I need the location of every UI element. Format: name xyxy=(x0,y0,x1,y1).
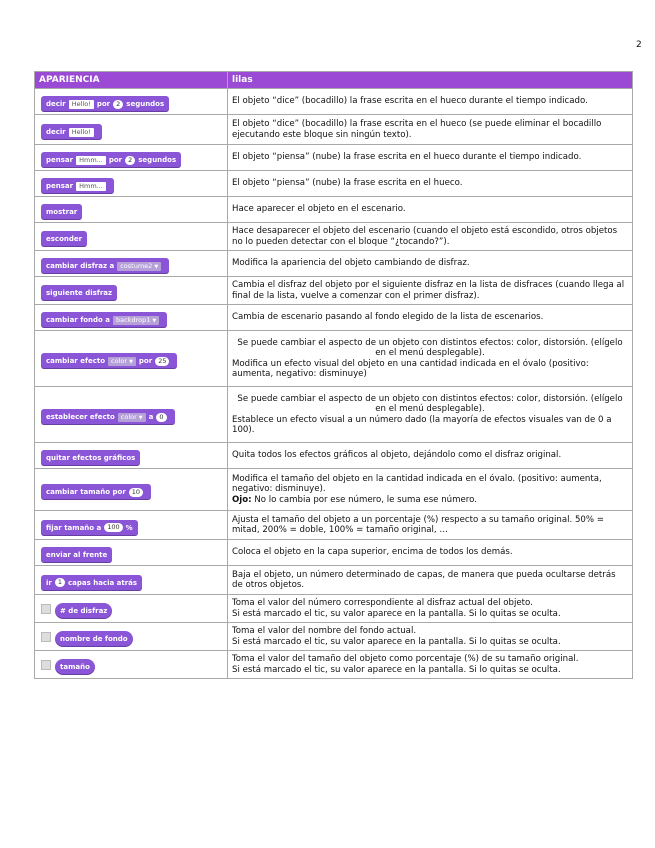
table-row xyxy=(35,623,633,651)
row-description: El objeto “dice” (bocadillo) la frase escrita en el hueco (se puede eliminar el bocadillo ejecutando este bloque sin ningún texto). xyxy=(228,115,633,145)
number-slot[interactable]: 0 xyxy=(156,413,166,422)
row-description: Modifica el tamaño del objeto en la cantidad indicada en el óvalo. (positivo: aumenta, negativo: disminuye). xyxy=(232,474,602,495)
row-description: Toma el valor del tamaño del objeto como porcentaje (%) de su tamaño original. xyxy=(232,654,579,665)
row-description: El objeto “piensa” (nube) la frase escrita en el hueco durante el tiempo indicado. xyxy=(228,145,633,171)
block-label: ir xyxy=(46,578,52,587)
dropdown-value: backdrop1 xyxy=(116,315,151,324)
dropdown-value: costume2 xyxy=(120,261,153,270)
row-description: Establece un efecto visual a un número dado (la mayoría de efectos visuales van de 0 a 100). xyxy=(232,414,612,435)
set-effect-block[interactable] xyxy=(41,409,175,425)
next-costume-block[interactable]: siguiente disfraz xyxy=(41,285,117,301)
checkbox[interactable] xyxy=(41,660,51,670)
number-slot[interactable]: 2 xyxy=(125,156,135,165)
backdrop-dropdown[interactable] xyxy=(113,316,159,325)
table-row xyxy=(35,595,633,623)
table-row xyxy=(35,540,633,566)
row-description: El objeto “dice” (bocadillo) la frase escrita en el hueco durante el tiempo indicado. xyxy=(228,89,633,115)
number-slot[interactable]: 1 xyxy=(55,578,65,587)
table-row xyxy=(35,115,633,145)
effect-dropdown[interactable] xyxy=(118,413,146,422)
table-row xyxy=(35,89,633,115)
row-description: Cambia el disfraz del objeto por el siguiente disfraz en la lista de disfraces (cuando llega al final de la lista, vuelve a comenzar con el primer disfraz). xyxy=(228,277,633,305)
table-row xyxy=(35,651,633,679)
header-col-apariencia: APARIENCIA xyxy=(35,72,228,89)
think-block[interactable] xyxy=(41,178,114,194)
text-slot[interactable]: Hello! xyxy=(69,128,94,137)
block-label: por xyxy=(108,156,123,164)
block-label: capas hacia atrás xyxy=(68,578,138,587)
text-slot[interactable]: Hmm... xyxy=(76,182,106,191)
row-description-centered: Se puede cambiar el aspecto de un objeto con distintos efectos: color, distorsión. (elígelo en el menú desplegable). xyxy=(237,337,623,359)
table-row xyxy=(35,171,633,197)
table-row xyxy=(35,277,633,305)
number-slot[interactable]: 10 xyxy=(129,488,143,497)
block-label: cambiar disfraz a xyxy=(46,262,115,270)
block-label: por xyxy=(96,100,111,108)
row-description: Cambia de escenario pasando al fondo elegido de la lista de escenarios. xyxy=(228,305,633,331)
clear-effects-block[interactable]: quitar efectos gráficos xyxy=(41,450,140,466)
row-description: El objeto “piensa” (nube) la frase escrita en el hueco. xyxy=(228,171,633,197)
block-label: decir xyxy=(46,128,66,136)
effect-dropdown[interactable] xyxy=(108,357,136,366)
ojo-text: No lo cambia por ese número, le suma ese número. xyxy=(254,494,477,505)
block-label: pensar xyxy=(46,156,74,164)
table-row xyxy=(35,331,633,387)
block-label: a xyxy=(148,413,154,421)
ojo-label: Ojo: xyxy=(232,494,252,505)
table-row xyxy=(35,145,633,171)
change-effect-block[interactable] xyxy=(41,353,177,369)
chevron-down-icon: ▼ xyxy=(138,414,143,421)
costume-dropdown[interactable] xyxy=(117,262,161,271)
row-description: Toma el valor del número correspondiente al disfraz actual del objeto. xyxy=(232,598,533,609)
number-slot[interactable]: 2 xyxy=(113,100,123,109)
costume-number-reporter[interactable]: # de disfraz xyxy=(55,603,112,619)
block-label: % xyxy=(125,523,133,532)
table-row xyxy=(35,305,633,331)
dropdown-value: color xyxy=(111,356,128,365)
block-label: segundos xyxy=(138,156,177,164)
checkbox[interactable] xyxy=(41,604,51,614)
table-row xyxy=(35,223,633,251)
chevron-down-icon: ▼ xyxy=(154,263,159,270)
say-for-secs-block[interactable] xyxy=(41,96,169,112)
table-header-row xyxy=(35,72,633,89)
row-description-2: Si está marcado el tic, su valor aparece en la pantalla. Si lo quitas se oculta. xyxy=(232,608,561,619)
hide-block[interactable]: esconder xyxy=(41,231,87,247)
go-back-layers-block[interactable] xyxy=(41,575,142,591)
row-description-2: Si está marcado el tic, su valor aparece en la pantalla. Si lo quitas se oculta. xyxy=(232,664,561,675)
block-label: cambiar fondo a xyxy=(46,316,111,324)
think-for-secs-block[interactable] xyxy=(41,152,181,168)
table-row xyxy=(35,443,633,469)
row-description-centered: Se puede cambiar el aspecto de un objeto con distintos efectos: color, distorsión. (elígelo en el menú desplegable). xyxy=(237,393,623,415)
set-size-block[interactable] xyxy=(41,520,138,536)
block-label: pensar xyxy=(46,182,74,190)
table-row xyxy=(35,387,633,443)
show-block[interactable]: mostrar xyxy=(41,204,82,220)
change-size-block[interactable] xyxy=(41,484,151,500)
row-description: Quita todos los efectos gráficos al objeto, dejándolo como el disfraz original. xyxy=(228,443,633,469)
size-reporter[interactable]: tamaño xyxy=(55,659,95,675)
say-block[interactable] xyxy=(41,124,102,140)
backdrop-name-reporter[interactable]: nombre de fondo xyxy=(55,631,133,647)
row-description: Modifica la apariencia del objeto cambiando de disfraz. xyxy=(228,251,633,277)
row-description: Modifica un efecto visual del objeto en una cantidad indicada en el óvalo (positivo: aumenta, negativo: disminuye) xyxy=(232,358,589,379)
text-slot[interactable]: Hmm... xyxy=(76,156,106,165)
page-number: 2 xyxy=(636,40,642,50)
table-row xyxy=(35,566,633,595)
go-to-front-block[interactable]: enviar al frente xyxy=(41,547,112,563)
row-description-2: Si está marcado el tic, su valor aparece en la pantalla. Si lo quitas se oculta. xyxy=(232,636,561,647)
row-description: Toma el valor del nombre del fondo actual. xyxy=(232,626,417,637)
number-slot[interactable]: 25 xyxy=(155,357,169,366)
table-row xyxy=(35,469,633,511)
table-row xyxy=(35,511,633,540)
block-label: cambiar tamaño por xyxy=(46,488,126,496)
dropdown-value: color xyxy=(120,412,137,421)
block-label: fijar tamaño a xyxy=(46,523,102,532)
row-description: Ajusta el tamaño del objeto a un porcentaje (%) respecto a su tamaño original. 50% = mitad, 200% = doble, 100% = tamaño original, … xyxy=(228,511,633,540)
switch-backdrop-block[interactable] xyxy=(41,312,167,328)
table-row xyxy=(35,251,633,277)
row-description: Hace desaparecer el objeto del escenario (cuando el objeto está escondido, otros objetos no lo pueden detectar con el bloque “¿tocando?”). xyxy=(228,223,633,251)
chevron-down-icon: ▼ xyxy=(152,317,157,324)
table-row xyxy=(35,197,633,223)
text-slot[interactable]: Hello! xyxy=(69,100,94,109)
header-col-lilas: lilas xyxy=(228,72,633,89)
row-description: Hace aparecer el objeto en el escenario. xyxy=(228,197,633,223)
block-label: segundos xyxy=(126,100,165,108)
chevron-down-icon: ▼ xyxy=(129,358,133,365)
block-label: por xyxy=(138,357,153,365)
switch-costume-block[interactable] xyxy=(41,258,169,274)
number-slot[interactable]: 100 xyxy=(104,523,122,532)
apariencia-blocks-table xyxy=(34,71,633,679)
row-description: Baja el objeto, un número determinado de capas, de manera que pueda ocultarse detrás de otros objetos. xyxy=(228,566,633,595)
checkbox[interactable] xyxy=(41,632,51,642)
block-label: decir xyxy=(46,100,66,108)
row-description: Coloca el objeto en la capa superior, encima de todos los demás. xyxy=(228,540,633,566)
block-label: establecer efecto xyxy=(46,413,115,421)
block-label: cambiar efecto xyxy=(46,357,106,365)
